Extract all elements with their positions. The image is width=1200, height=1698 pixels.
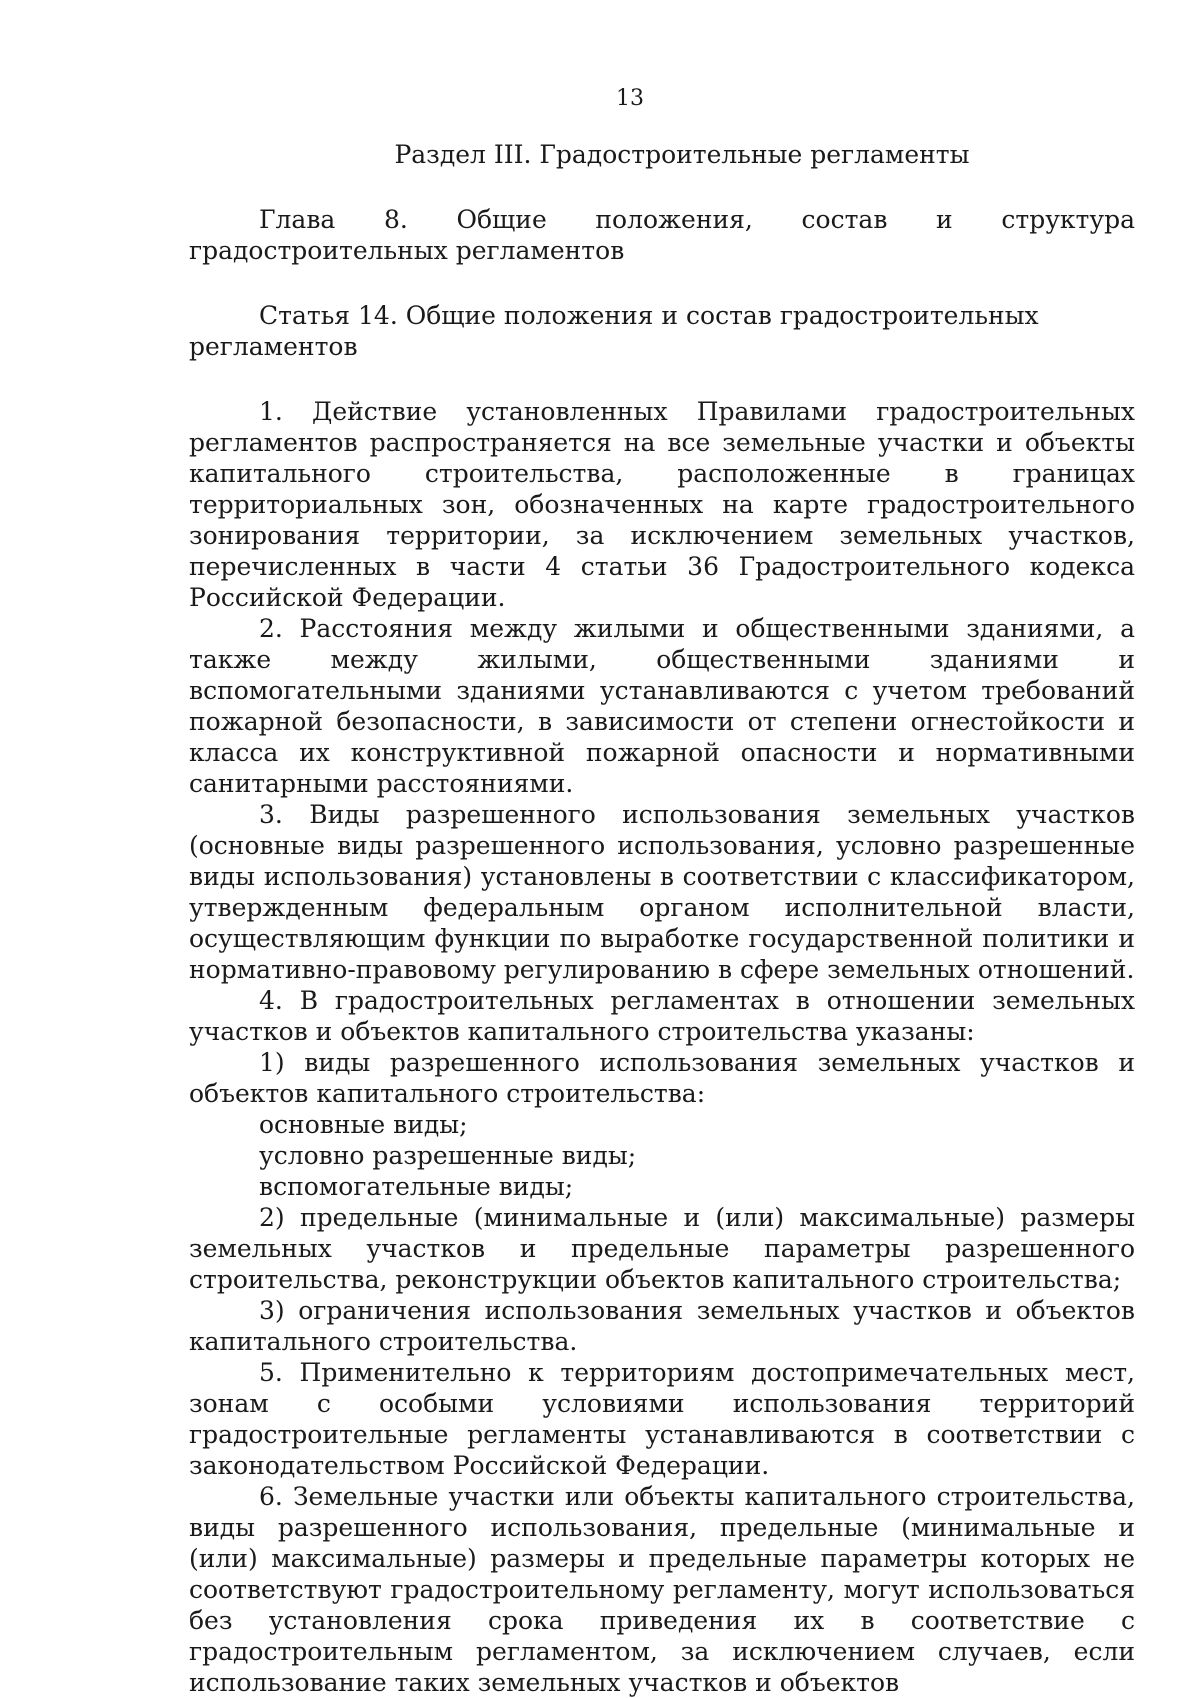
list-item-1: 1) виды разрешенного использования земельных участков и объектов капитального строительства:: [189, 1048, 1135, 1108]
paragraph-3: 3. Виды разрешенного использования земельных участков (основные виды разрешенного использования, условно разрешенные виды использования) установлены в соответствии с классификатором, утвержденным федеральным органом исполнительной власти, осуществляющим функции по выработке государственной политики и нормативно-правовому регулированию в сфере земельных отношений.: [189, 800, 1135, 984]
paragraph-4: 4. В градостроительных регламентах в отношении земельных участков и объектов капитального строительства указаны:: [189, 986, 1135, 1046]
chapter-title: Глава 8. Общие положения, состав и структура градостроительных регламентов: [189, 205, 1135, 265]
list-item-3: 3) ограничения использования земельных участков и объектов капитального строительства.: [189, 1296, 1135, 1356]
paragraph-6: 6. Земельные участки или объекты капитального строительства, виды разрешенного использования, предельные (минимальные и (или) максимальные) размеры и предельные параметры которых не соответствуют градостроительному регламенту, могут использоваться без установления срока приведения их в соответствие с градостроительным регламентом, за исключением случаев, если использование таких земельных участков и объектов: [189, 1482, 1135, 1697]
document-body: [189, 139, 1135, 1698]
section-title: Раздел III. Градостроительные регламенты: [394, 140, 970, 169]
paragraph-5: 5. Применительно к территориям достопримечательных мест, зонам с особыми условиями использования территорий градостроительные регламенты устанавливаются в соответствии с законодательством Российской Федерации.: [189, 1358, 1135, 1480]
paragraph-1: 1. Действие установленных Правилами градостроительных регламентов распространяется на все земельные участки и объекты капитального строительства, расположенные в границах территориальных зон, обозначенных на карте градостроительного зонирования территории, за исключением земельных участков, перечисленных в части 4 статьи 36 Градостроительного кодекса Российской Федерации.: [189, 397, 1135, 612]
sub-item-main-types: основные виды;: [259, 1110, 468, 1139]
page-number: 13: [616, 86, 644, 111]
paragraph-2: 2. Расстояния между жилыми и общественными зданиями, а также между жилыми, общественными зданиями и вспомогательными зданиями устанавливаются с учетом требований пожарной безопасности, в зависимости от степени огнестойкости и класса их конструктивной пожарной опасности и нормативными санитарными расстояниями.: [189, 614, 1135, 798]
list-item-2: 2) предельные (минимальные и (или) максимальные) размеры земельных участков и предельные параметры разрешенного строительства, реконструкции объектов капитального строительства;: [189, 1203, 1135, 1294]
sub-item-auxiliary-types: вспомогательные виды;: [259, 1172, 574, 1201]
sub-item-conditional-types: условно разрешенные виды;: [259, 1141, 637, 1170]
article-title: Статья 14. Общие положения и состав градостроительных регламентов: [189, 301, 1039, 361]
